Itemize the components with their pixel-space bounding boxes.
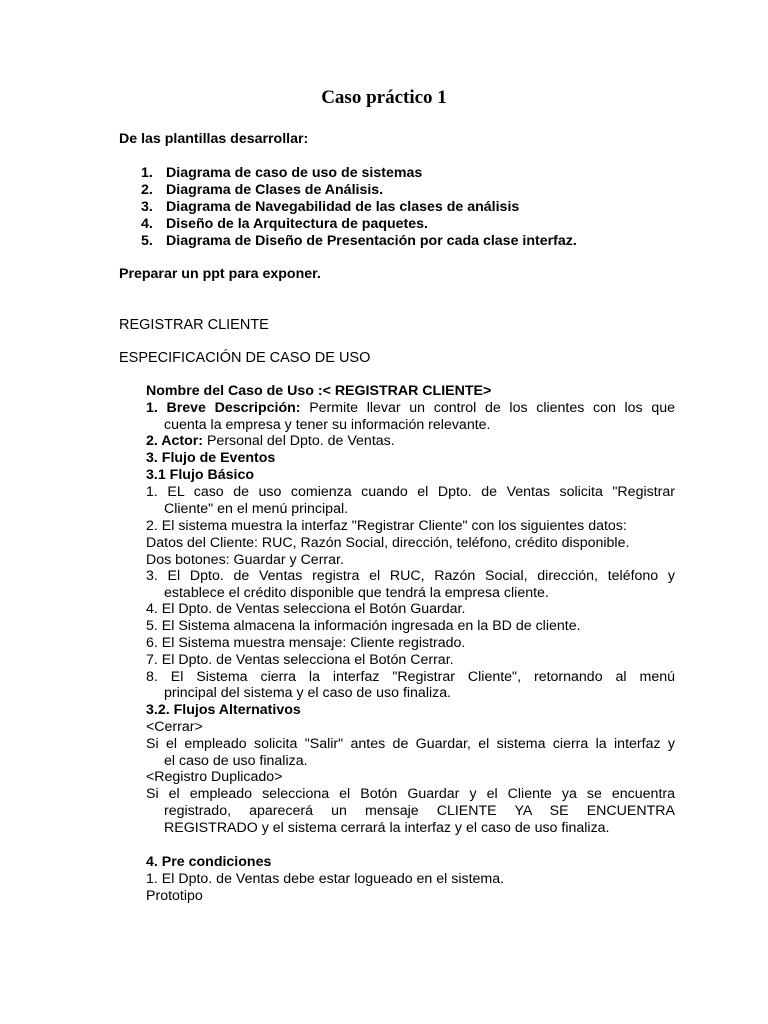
basic-step: 7. El Dpto. de Ventas selecciona el Botón Cerrar. xyxy=(146,652,454,668)
basic-step: 5. El Sistema almacena la información ingresada en la BD de cliente. xyxy=(146,618,581,634)
basic-step: 4. El Dpto. de Ventas selecciona el Botón Guardar. xyxy=(146,601,466,617)
alt-flow-text: Si el empleado solicita "Salir" antes de Guardar, el sistema cierra la interfaz y xyxy=(146,736,675,752)
precondition-item: 1. El Dpto. de Ventas debe estar logueado en el sistema. xyxy=(146,871,505,887)
basic-flow-heading: 3.1 Flujo Básico xyxy=(146,467,255,483)
alt-flow-cont: registrado, aparecerá un mensaje CLIENTE YA SE ENCUENTRA xyxy=(164,803,675,819)
basic-step-cont: principal del sistema y el caso de uso finaliza. xyxy=(164,685,452,701)
ppt-instruction: Preparar un ppt para exponer. xyxy=(119,266,321,282)
basic-step-cont: Cliente" en el menú principal. xyxy=(164,501,349,517)
actor-line: 2. Actor: Personal del Dpto. de Ventas. xyxy=(146,433,395,449)
task-item: 2. Diagrama de Clases de Análisis. xyxy=(141,182,384,198)
spec-title: ESPECIFICACIÓN DE CASO DE USO xyxy=(119,350,371,366)
alt-flow-heading: 3.2. Flujos Alternativos xyxy=(146,702,301,718)
alt-flow-label: <Cerrar> xyxy=(146,719,203,735)
alt-flow-text: Si el empleado selecciona el Botón Guardar y el Cliente ya se encuentra xyxy=(146,786,675,802)
task-item: 1. Diagrama de caso de uso de sistemas xyxy=(141,165,423,181)
use-case-name: Nombre del Caso de Uso :< REGISTRAR CLIENTE> xyxy=(146,383,492,399)
event-flow-heading: 3. Flujo de Eventos xyxy=(146,450,276,466)
basic-step: 3. El Dpto. de Ventas registra el RUC, Razón Social, dirección, teléfono y xyxy=(146,568,675,584)
alt-flow-cont: el caso de uso finaliza. xyxy=(164,753,308,769)
basic-step: 1. EL caso de uso comienza cuando el Dpto. de Ventas solicita "Registrar xyxy=(146,484,675,500)
basic-step-detail: Dos botones: Guardar y Cerrar. xyxy=(146,552,344,568)
description-cont: cuenta la empresa y tener su información relevante. xyxy=(164,417,491,433)
section-title: REGISTRAR CLIENTE xyxy=(119,317,269,333)
task-item: 4. Diseño de la Arquitectura de paquetes. xyxy=(141,216,429,232)
task-item: 3. Diagrama de Navegabilidad de las clases de análisis xyxy=(141,199,520,215)
intro-text: De las plantillas desarrollar: xyxy=(119,131,309,147)
basic-step-cont: establece el crédito disponible que tendrá la empresa cliente. xyxy=(164,585,549,601)
description-line: 1. Breve Descripción: Permite llevar un control de los clientes con los que xyxy=(146,400,675,416)
basic-step: 8. El Sistema cierra la interfaz "Registrar Cliente", retornando al menú xyxy=(146,669,675,685)
basic-step-detail: Datos del Cliente: RUC, Razón Social, dirección, teléfono, crédito disponible. xyxy=(146,535,630,551)
alt-flow-cont: REGISTRADO y el sistema cerrará la interfaz y el caso de uso finaliza. xyxy=(164,820,610,836)
prototype-label: Prototipo xyxy=(146,888,203,904)
basic-step: 6. El Sistema muestra mensaje: Cliente registrado. xyxy=(146,635,466,651)
alt-flow-label: <Registro Duplicado> xyxy=(146,769,283,785)
basic-step: 2. El sistema muestra la interfaz "Registrar Cliente" con los siguientes datos: xyxy=(146,518,627,534)
task-item: 5. Diagrama de Diseño de Presentación por cada clase interfaz. xyxy=(141,233,577,249)
page-title: Caso práctico 1 xyxy=(321,87,447,108)
preconditions-heading: 4. Pre condiciones xyxy=(146,854,272,870)
